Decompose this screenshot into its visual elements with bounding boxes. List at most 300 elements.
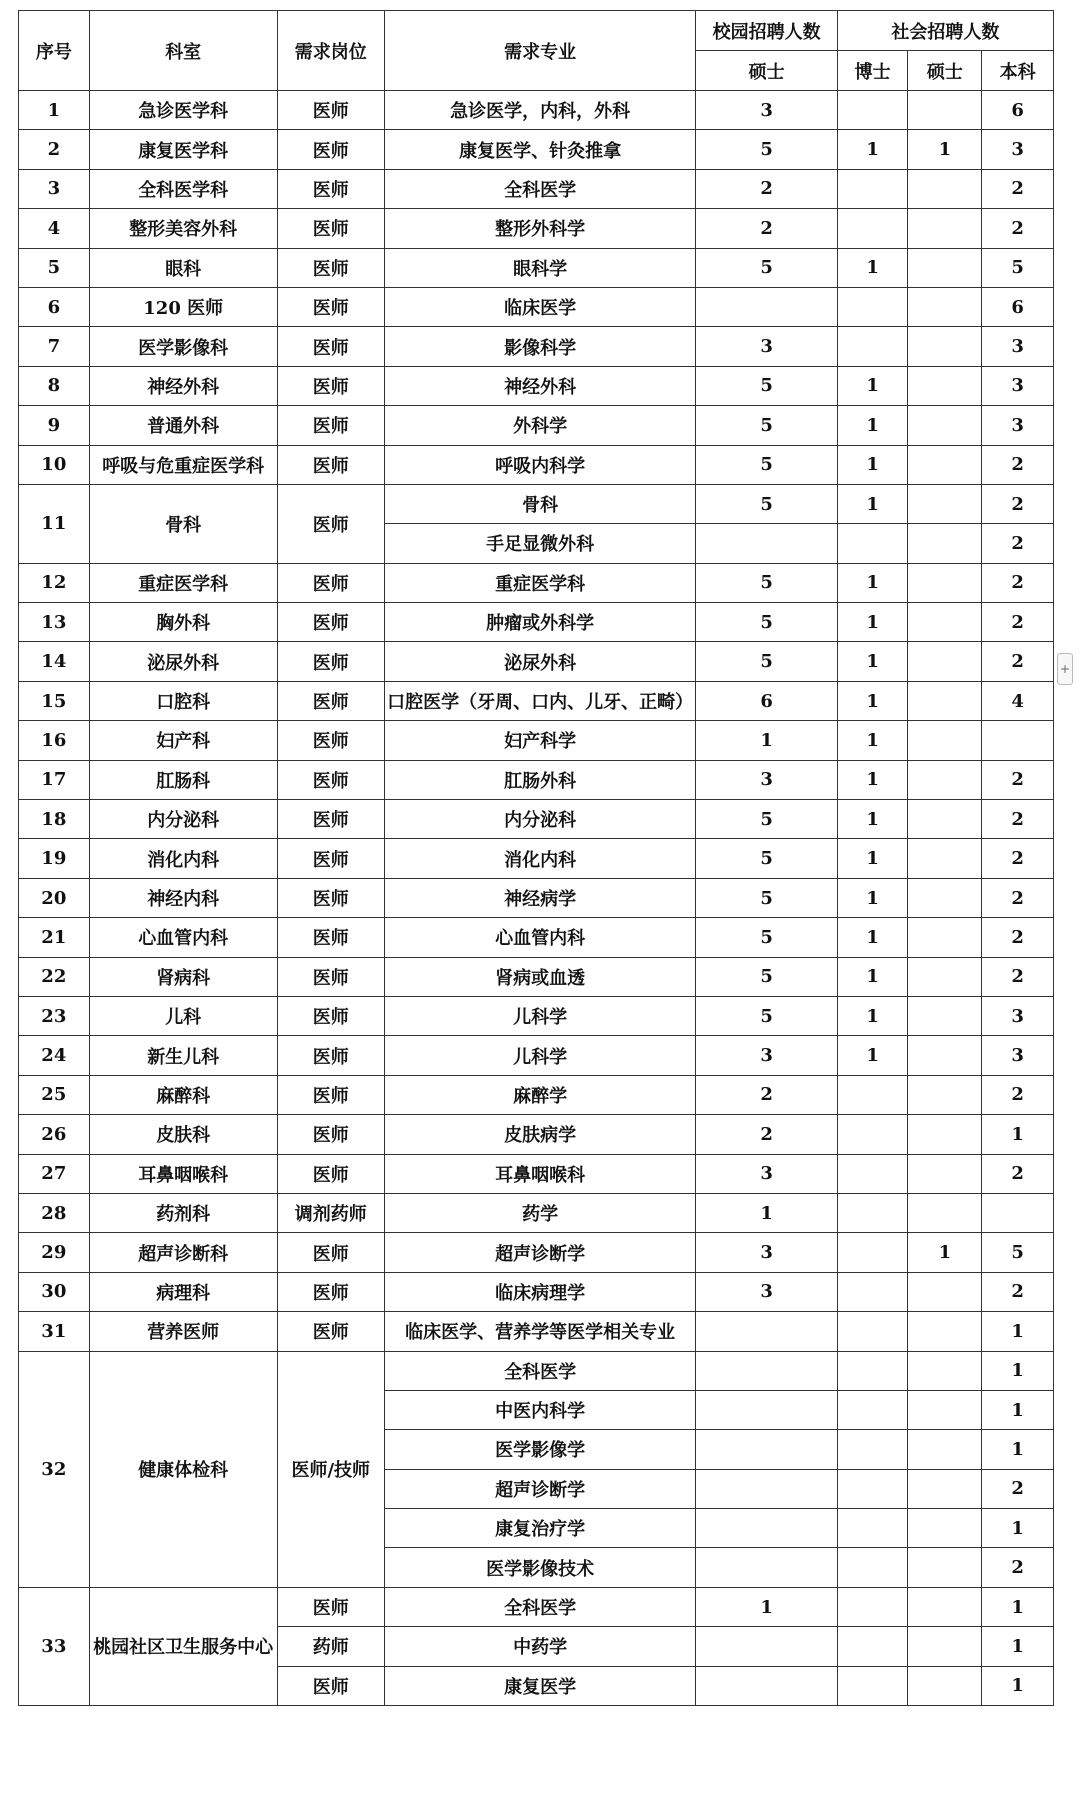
- cell-campus-master: 5: [696, 563, 837, 602]
- cell-dept: 消化内科: [89, 839, 277, 878]
- cell-post: 医师: [277, 642, 384, 681]
- recruitment-table-page: [18, 10, 1054, 1706]
- header-row-1: [19, 11, 1054, 51]
- cell-major: 超声诊断学: [384, 1469, 696, 1508]
- table-row: [19, 760, 1054, 799]
- cell-campus-master: 3: [696, 760, 837, 799]
- cell-campus-master: 3: [696, 91, 837, 130]
- table-row: [19, 642, 1054, 681]
- cell-seq: 25: [19, 1075, 90, 1114]
- cell-social-bachelor: 1: [982, 1627, 1054, 1666]
- cell-campus-master: 3: [696, 1272, 837, 1311]
- table-row: [19, 681, 1054, 720]
- cell-social-bachelor: 1: [982, 1587, 1054, 1626]
- table-row: [19, 1154, 1054, 1193]
- cell-seq: 15: [19, 681, 90, 720]
- cell-social-master: [908, 1390, 982, 1429]
- table-row: [19, 1351, 1054, 1390]
- cell-social-phd: [837, 209, 908, 248]
- cell-social-bachelor: 2: [982, 209, 1054, 248]
- cell-major: 临床医学: [384, 287, 696, 326]
- cell-major: 骨科: [384, 484, 696, 523]
- cell-social-master: [908, 839, 982, 878]
- cell-social-phd: 1: [837, 957, 908, 996]
- cell-social-master: [908, 800, 982, 839]
- cell-post: 医师: [277, 1272, 384, 1311]
- cell-campus-master: 5: [696, 406, 837, 445]
- cell-social-phd: [837, 1272, 908, 1311]
- cell-dept: 口腔科: [89, 681, 277, 720]
- cell-dept: 肛肠科: [89, 760, 277, 799]
- cell-post: 医师: [277, 327, 384, 366]
- header-social: 社会招聘人数: [837, 11, 1053, 51]
- cell-social-bachelor: 3: [982, 996, 1054, 1035]
- cell-social-phd: 1: [837, 484, 908, 523]
- cell-social-bachelor: 1: [982, 1115, 1054, 1154]
- cell-social-phd: 1: [837, 130, 908, 169]
- cell-campus-master: 5: [696, 839, 837, 878]
- header-social-phd: 博士: [837, 51, 908, 91]
- cell-post: 调剂药师: [277, 1193, 384, 1232]
- cell-social-phd: 1: [837, 681, 908, 720]
- table-row: [19, 1036, 1054, 1075]
- cell-campus-master: [696, 1666, 837, 1705]
- cell-seq: 21: [19, 918, 90, 957]
- cell-major: 重症医学科: [384, 563, 696, 602]
- cell-post: 医师: [277, 1075, 384, 1114]
- cell-social-master: [908, 1587, 982, 1626]
- cell-dept: 皮肤科: [89, 1115, 277, 1154]
- cell-post: 医师: [277, 1154, 384, 1193]
- cell-major: 中医内科学: [384, 1390, 696, 1429]
- cell-social-phd: [837, 1587, 908, 1626]
- cell-seq: 31: [19, 1312, 90, 1351]
- cell-social-master: [908, 169, 982, 208]
- cell-major: 中药学: [384, 1627, 696, 1666]
- cell-post: 医师: [277, 1036, 384, 1075]
- table-row: [19, 91, 1054, 130]
- header-dept: 科室: [89, 11, 277, 91]
- cell-campus-master: 5: [696, 248, 837, 287]
- cell-campus-master: 5: [696, 800, 837, 839]
- cell-social-bachelor: 2: [982, 1548, 1054, 1587]
- cell-dept: 泌尿外科: [89, 642, 277, 681]
- cell-social-bachelor: 2: [982, 524, 1054, 563]
- cell-social-master: [908, 918, 982, 957]
- table-row: [19, 878, 1054, 917]
- expand-side-tab[interactable]: +: [1057, 653, 1073, 685]
- table-row: [19, 209, 1054, 248]
- cell-post: 医师: [277, 996, 384, 1035]
- cell-major: 全科医学: [384, 1351, 696, 1390]
- cell-major: 急诊医学，内科，外科: [384, 91, 696, 130]
- cell-campus-master: [696, 524, 837, 563]
- cell-major: 医学影像技术: [384, 1548, 696, 1587]
- cell-seq: 2: [19, 130, 90, 169]
- cell-dept: 眼科: [89, 248, 277, 287]
- cell-social-phd: [837, 1233, 908, 1272]
- cell-seq: 32: [19, 1351, 90, 1587]
- cell-post: 医师: [277, 287, 384, 326]
- cell-social-phd: 1: [837, 642, 908, 681]
- cell-campus-master: 5: [696, 996, 837, 1035]
- cell-social-phd: [837, 1115, 908, 1154]
- cell-major: 儿科学: [384, 1036, 696, 1075]
- cell-seq: 17: [19, 760, 90, 799]
- cell-post: 医师/技师: [277, 1351, 384, 1587]
- cell-campus-master: 5: [696, 878, 837, 917]
- cell-seq: 18: [19, 800, 90, 839]
- cell-social-bachelor: 2: [982, 169, 1054, 208]
- cell-major: 呼吸内科学: [384, 445, 696, 484]
- cell-social-bachelor: 2: [982, 1469, 1054, 1508]
- cell-campus-master: [696, 1390, 837, 1429]
- table-row: [19, 721, 1054, 760]
- cell-social-bachelor: [982, 721, 1054, 760]
- cell-dept: 心血管内科: [89, 918, 277, 957]
- cell-social-master: [908, 287, 982, 326]
- header-seq: 序号: [19, 11, 90, 91]
- cell-major: 整形外科学: [384, 209, 696, 248]
- cell-seq: 19: [19, 839, 90, 878]
- cell-dept: 妇产科: [89, 721, 277, 760]
- table-row: [19, 603, 1054, 642]
- table-row: [19, 1233, 1054, 1272]
- cell-major: 外科学: [384, 406, 696, 445]
- cell-seq: 9: [19, 406, 90, 445]
- cell-social-bachelor: 2: [982, 839, 1054, 878]
- cell-post: 医师: [277, 878, 384, 917]
- cell-seq: 33: [19, 1587, 90, 1705]
- cell-social-phd: 1: [837, 839, 908, 878]
- cell-social-bachelor: 2: [982, 484, 1054, 523]
- cell-social-master: [908, 1351, 982, 1390]
- cell-dept: 耳鼻咽喉科: [89, 1154, 277, 1193]
- cell-social-phd: [837, 169, 908, 208]
- header-social-bachelor: 本科: [982, 51, 1054, 91]
- cell-post: 医师: [277, 760, 384, 799]
- cell-social-master: [908, 524, 982, 563]
- cell-social-master: [908, 366, 982, 405]
- cell-major: 口腔医学（牙周、口内、儿牙、正畸）: [384, 681, 696, 720]
- cell-major: 肛肠外科: [384, 760, 696, 799]
- cell-major: 眼科学: [384, 248, 696, 287]
- cell-major: 康复医学、针灸推拿: [384, 130, 696, 169]
- cell-social-phd: [837, 1548, 908, 1587]
- cell-campus-master: [696, 287, 837, 326]
- cell-social-phd: 1: [837, 721, 908, 760]
- cell-social-bachelor: 1: [982, 1351, 1054, 1390]
- cell-social-bachelor: 3: [982, 327, 1054, 366]
- cell-major: 儿科学: [384, 996, 696, 1035]
- cell-dept: 健康体检科: [89, 1351, 277, 1587]
- cell-social-phd: 1: [837, 563, 908, 602]
- cell-social-phd: 1: [837, 996, 908, 1035]
- cell-dept: 普通外科: [89, 406, 277, 445]
- header-major: 需求专业: [384, 11, 696, 91]
- cell-social-phd: 1: [837, 1036, 908, 1075]
- corner-mark: [0, 0, 10, 8]
- cell-major: 临床病理学: [384, 1272, 696, 1311]
- cell-major: 神经病学: [384, 878, 696, 917]
- cell-social-phd: [837, 287, 908, 326]
- cell-major: 康复医学: [384, 1666, 696, 1705]
- cell-dept: 120 医师: [89, 287, 277, 326]
- cell-social-master: [908, 91, 982, 130]
- recruitment-table: [18, 10, 1054, 1706]
- cell-post: 医师: [277, 366, 384, 405]
- cell-social-phd: [837, 1469, 908, 1508]
- cell-post: 医师: [277, 209, 384, 248]
- cell-social-master: [908, 1666, 982, 1705]
- cell-post: 医师: [277, 918, 384, 957]
- cell-seq: 29: [19, 1233, 90, 1272]
- cell-social-bachelor: 2: [982, 918, 1054, 957]
- cell-social-phd: 1: [837, 406, 908, 445]
- cell-seq: 4: [19, 209, 90, 248]
- cell-campus-master: 5: [696, 918, 837, 957]
- cell-social-bachelor: 2: [982, 800, 1054, 839]
- cell-campus-master: 5: [696, 642, 837, 681]
- cell-post: 医师: [277, 800, 384, 839]
- cell-dept: 桃园社区卫生服务中心: [89, 1587, 277, 1705]
- cell-seq: 11: [19, 484, 90, 563]
- cell-dept: 神经内科: [89, 878, 277, 917]
- cell-seq: 8: [19, 366, 90, 405]
- cell-social-bachelor: 2: [982, 1272, 1054, 1311]
- cell-seq: 28: [19, 1193, 90, 1232]
- cell-campus-master: [696, 1627, 837, 1666]
- cell-major: 全科医学: [384, 1587, 696, 1626]
- cell-social-master: [908, 1430, 982, 1469]
- cell-social-bachelor: 2: [982, 957, 1054, 996]
- cell-post: 医师: [277, 721, 384, 760]
- table-row: [19, 169, 1054, 208]
- cell-major: 泌尿外科: [384, 642, 696, 681]
- table-row: [19, 1312, 1054, 1351]
- cell-post: 医师: [277, 839, 384, 878]
- cell-social-master: [908, 760, 982, 799]
- cell-social-master: [908, 1154, 982, 1193]
- cell-social-bachelor: 2: [982, 563, 1054, 602]
- cell-major: 全科医学: [384, 169, 696, 208]
- cell-social-phd: [837, 1351, 908, 1390]
- cell-social-bachelor: 3: [982, 366, 1054, 405]
- cell-social-master: [908, 1469, 982, 1508]
- cell-campus-master: 3: [696, 1154, 837, 1193]
- cell-social-bachelor: 2: [982, 445, 1054, 484]
- cell-post: 医师: [277, 248, 384, 287]
- cell-social-master: [908, 1115, 982, 1154]
- cell-campus-master: 5: [696, 484, 837, 523]
- cell-social-master: [908, 1036, 982, 1075]
- cell-post: 医师: [277, 1666, 384, 1705]
- cell-social-phd: [837, 1666, 908, 1705]
- cell-social-phd: [837, 327, 908, 366]
- cell-dept: 超声诊断科: [89, 1233, 277, 1272]
- cell-social-master: [908, 1312, 982, 1351]
- cell-social-bachelor: 1: [982, 1430, 1054, 1469]
- table-row: [19, 918, 1054, 957]
- cell-social-bachelor: 1: [982, 1390, 1054, 1429]
- cell-post: 医师: [277, 1312, 384, 1351]
- cell-seq: 5: [19, 248, 90, 287]
- cell-post: 医师: [277, 91, 384, 130]
- cell-dept: 病理科: [89, 1272, 277, 1311]
- cell-campus-master: 5: [696, 957, 837, 996]
- table-row: [19, 839, 1054, 878]
- cell-campus-master: 2: [696, 1075, 837, 1114]
- cell-seq: 3: [19, 169, 90, 208]
- cell-major: 妇产科学: [384, 721, 696, 760]
- cell-campus-master: 3: [696, 1233, 837, 1272]
- cell-social-phd: [837, 91, 908, 130]
- cell-social-phd: [837, 1312, 908, 1351]
- cell-major: 影像科学: [384, 327, 696, 366]
- cell-seq: 27: [19, 1154, 90, 1193]
- cell-social-bachelor: 2: [982, 760, 1054, 799]
- cell-dept: 肾病科: [89, 957, 277, 996]
- cell-social-phd: [837, 1075, 908, 1114]
- cell-social-bachelor: 2: [982, 1154, 1054, 1193]
- cell-major: 皮肤病学: [384, 1115, 696, 1154]
- cell-campus-master: [696, 1548, 837, 1587]
- table-row: [19, 1193, 1054, 1232]
- cell-social-master: [908, 1272, 982, 1311]
- cell-campus-master: [696, 1469, 837, 1508]
- header-post: 需求岗位: [277, 11, 384, 91]
- cell-social-bachelor: [982, 1193, 1054, 1232]
- cell-seq: 20: [19, 878, 90, 917]
- table-row: [19, 130, 1054, 169]
- cell-social-master: [908, 957, 982, 996]
- table-row: [19, 996, 1054, 1035]
- cell-seq: 13: [19, 603, 90, 642]
- cell-social-master: [908, 996, 982, 1035]
- cell-campus-master: 1: [696, 1193, 837, 1232]
- cell-social-phd: 1: [837, 445, 908, 484]
- cell-social-bachelor: 2: [982, 1075, 1054, 1114]
- cell-social-bachelor: 5: [982, 1233, 1054, 1272]
- cell-campus-master: 2: [696, 209, 837, 248]
- cell-social-phd: [837, 524, 908, 563]
- cell-dept: 呼吸与危重症医学科: [89, 445, 277, 484]
- cell-social-phd: 1: [837, 366, 908, 405]
- cell-campus-master: [696, 1430, 837, 1469]
- cell-campus-master: [696, 1351, 837, 1390]
- cell-major: 药学: [384, 1193, 696, 1232]
- cell-campus-master: 5: [696, 603, 837, 642]
- table-row: [19, 800, 1054, 839]
- cell-social-bachelor: 4: [982, 681, 1054, 720]
- cell-campus-master: 1: [696, 1587, 837, 1626]
- cell-campus-master: [696, 1312, 837, 1351]
- cell-campus-master: 5: [696, 130, 837, 169]
- cell-dept: 骨科: [89, 484, 277, 563]
- cell-post: 医师: [277, 563, 384, 602]
- cell-social-master: [908, 1548, 982, 1587]
- cell-post: 医师: [277, 1233, 384, 1272]
- cell-social-phd: [837, 1390, 908, 1429]
- cell-campus-master: 6: [696, 681, 837, 720]
- cell-post: 医师: [277, 484, 384, 563]
- cell-social-phd: 1: [837, 800, 908, 839]
- cell-post: 医师: [277, 957, 384, 996]
- cell-major: 康复治疗学: [384, 1509, 696, 1548]
- table-row: [19, 1272, 1054, 1311]
- cell-social-bachelor: 5: [982, 248, 1054, 287]
- cell-social-master: [908, 406, 982, 445]
- table-row: [19, 327, 1054, 366]
- cell-social-phd: [837, 1193, 908, 1232]
- cell-social-phd: 1: [837, 760, 908, 799]
- cell-post: 医师: [277, 130, 384, 169]
- cell-post: 医师: [277, 169, 384, 208]
- table-row: [19, 406, 1054, 445]
- header-campus-master: 硕士: [696, 51, 837, 91]
- table-row: [19, 248, 1054, 287]
- cell-post: 医师: [277, 1115, 384, 1154]
- cell-social-master: [908, 1627, 982, 1666]
- cell-seq: 24: [19, 1036, 90, 1075]
- cell-social-phd: [837, 1154, 908, 1193]
- cell-campus-master: [696, 1509, 837, 1548]
- cell-social-bachelor: 6: [982, 287, 1054, 326]
- cell-campus-master: 1: [696, 721, 837, 760]
- cell-seq: 22: [19, 957, 90, 996]
- cell-social-master: [908, 563, 982, 602]
- cell-social-phd: 1: [837, 878, 908, 917]
- cell-dept: 整形美容外科: [89, 209, 277, 248]
- cell-seq: 14: [19, 642, 90, 681]
- cell-dept: 内分泌科: [89, 800, 277, 839]
- table-row: [19, 287, 1054, 326]
- cell-seq: 6: [19, 287, 90, 326]
- cell-dept: 药剂科: [89, 1193, 277, 1232]
- table-row: [19, 484, 1054, 523]
- cell-major: 神经外科: [384, 366, 696, 405]
- cell-major: 手足显微外科: [384, 524, 696, 563]
- cell-social-phd: 1: [837, 603, 908, 642]
- cell-social-master: [908, 1193, 982, 1232]
- cell-social-master: [908, 484, 982, 523]
- cell-campus-master: 3: [696, 327, 837, 366]
- cell-post: 医师: [277, 603, 384, 642]
- cell-social-master: [908, 1509, 982, 1548]
- cell-seq: 23: [19, 996, 90, 1035]
- cell-social-master: [908, 603, 982, 642]
- cell-dept: 神经外科: [89, 366, 277, 405]
- cell-dept: 新生儿科: [89, 1036, 277, 1075]
- cell-social-master: 1: [908, 130, 982, 169]
- cell-social-bachelor: 1: [982, 1509, 1054, 1548]
- cell-social-phd: 1: [837, 918, 908, 957]
- cell-social-master: [908, 248, 982, 287]
- cell-social-bachelor: 3: [982, 406, 1054, 445]
- cell-major: 临床医学、营养学等医学相关专业: [384, 1312, 696, 1351]
- cell-seq: 12: [19, 563, 90, 602]
- table-row: [19, 563, 1054, 602]
- cell-major: 超声诊断学: [384, 1233, 696, 1272]
- cell-seq: 26: [19, 1115, 90, 1154]
- cell-social-phd: [837, 1430, 908, 1469]
- cell-social-master: [908, 327, 982, 366]
- cell-seq: 7: [19, 327, 90, 366]
- cell-dept: 康复医学科: [89, 130, 277, 169]
- cell-major: 心血管内科: [384, 918, 696, 957]
- cell-campus-master: 5: [696, 366, 837, 405]
- cell-dept: 营养医师: [89, 1312, 277, 1351]
